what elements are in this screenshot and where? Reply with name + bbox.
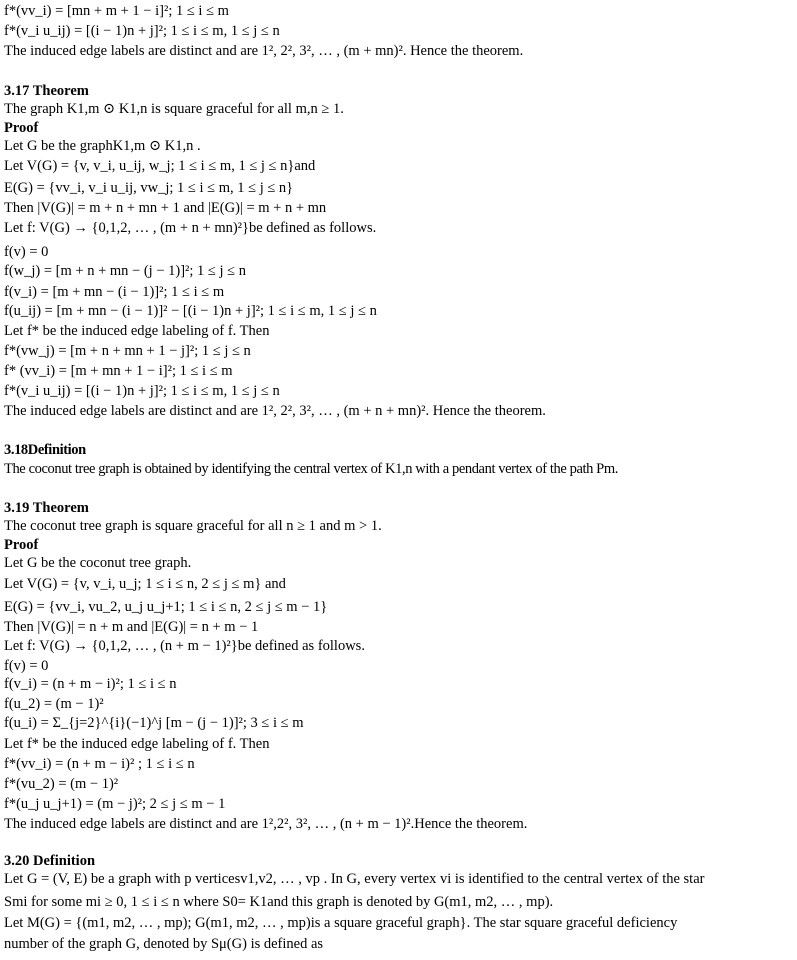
text-line: f* (vv_i) = [m + mn + 1 − i]²; 1 ≤ i ≤ m	[4, 363, 233, 379]
text-line: f*(u_j u_j+1) = (m − j)²; 2 ≤ j ≤ m − 1	[4, 796, 226, 812]
text-line: Let V(G) = {v, v_i, u_j; 1 ≤ i ≤ n, 2 ≤ j ≤ m} and	[4, 576, 286, 592]
text-line: f(v) = 0	[4, 244, 49, 260]
text-line: The induced edge labels are distinct and are 1², 2², 3², … , (m + mn)². Hence the theorem.	[4, 43, 524, 59]
text-line: Let G = (V, E) be a graph with p verticesv1,v2, … , vp . In G, every vertex vi is identified to the central vertex of the star	[4, 871, 705, 887]
text-line: E(G) = {vv_i, vu_2, u_j u_j+1; 1 ≤ i ≤ n, 2 ≤ j ≤ m − 1}	[4, 599, 328, 615]
section-heading: 3.18Definition	[4, 442, 86, 458]
text-line: Let f* be the induced edge labeling of f. Then	[4, 323, 270, 339]
text-line: Let f: V(G) → {0,1,2, … , (n + m − 1)²}be defined as follows.	[4, 638, 365, 654]
text-line: Let f* be the induced edge labeling of f. Then	[4, 736, 270, 752]
section-heading: 3.17 Theorem	[4, 83, 89, 99]
text-line: f*(v_i u_ij) = [(i − 1)n + j]²; 1 ≤ i ≤ m, 1 ≤ j ≤ n	[4, 23, 280, 39]
text-line: Let G be the graphK1,m ⊙ K1,n .	[4, 138, 201, 154]
text-line: The induced edge labels are distinct and are 1², 2², 3², … , (m + n + mn)². Hence the theorem.	[4, 403, 546, 419]
section-heading: 3.20 Definition	[4, 853, 96, 869]
text-line: number of the graph G, denoted by Sμ(G) is defined as	[4, 936, 324, 952]
text-line: Let G be the coconut tree graph.	[4, 555, 192, 571]
text-line: Let f: V(G) → {0,1,2, … , (m + n + mn)²}be defined as follows.	[4, 220, 377, 236]
text-line: Let V(G) = {v, v_i, u_ij, w_j; 1 ≤ i ≤ m, 1 ≤ j ≤ n}and	[4, 158, 316, 174]
text-line: f(w_j) = [m + n + mn − (j − 1)]²; 1 ≤ j ≤ n	[4, 263, 246, 279]
text-line: f(v_i) = [m + mn − (i − 1)]²; 1 ≤ i ≤ m	[4, 284, 225, 300]
text-line: Smi for some mi ≥ 0, 1 ≤ i ≤ n where S0= K1and this graph is denoted by G(m1, m2, … , mp).	[4, 894, 554, 910]
text-line: f*(v_i u_ij) = [(i − 1)n + j]²; 1 ≤ i ≤ m, 1 ≤ j ≤ n	[4, 383, 280, 399]
section-heading: Proof	[4, 120, 39, 136]
text-line: f*(vv_i) = (n + m − i)² ; 1 ≤ i ≤ n	[4, 756, 195, 772]
text-line: E(G) = {vv_i, v_i u_ij, vw_j; 1 ≤ i ≤ m, 1 ≤ j ≤ n}	[4, 180, 294, 196]
text-line: Let M(G) = {(m1, m2, … , mp); G(m1, m2, … , mp)is a square graceful graph}. The star square graceful deficiency	[4, 915, 678, 931]
text-line: The coconut tree graph is obtained by identifying the central vertex of K1,n with a pendant vertex of the path Pm.	[4, 461, 618, 477]
text-line: f(u_i) = Σ_{j=2}^{i}(−1)^j [m − (j − 1)]²; 3 ≤ i ≤ m	[4, 715, 304, 731]
text-line: The induced edge labels are distinct and are 1²,2², 3², … , (n + m − 1)².Hence the theorem.	[4, 816, 528, 832]
text-line: f*(vw_j) = [m + n + mn + 1 − j]²; 1 ≤ j ≤ n	[4, 343, 251, 359]
section-heading: Proof	[4, 537, 39, 553]
text-line: f*(vv_i) = [mn + m + 1 − i]²; 1 ≤ i ≤ m	[4, 3, 229, 19]
text-line: Then |V(G)| = m + n + mn + 1 and |E(G)| = m + n + mn	[4, 200, 327, 216]
text-line: f*(vu_2) = (m − 1)²	[4, 776, 119, 792]
text-line: f(v) = 0	[4, 658, 49, 674]
text-line: The graph K1,m ⊙ K1,n is square graceful for all m,n ≥ 1.	[4, 101, 344, 117]
text-line: f(v_i) = (n + m − i)²; 1 ≤ i ≤ n	[4, 676, 177, 692]
text-line: f(u_2) = (m − 1)²	[4, 696, 104, 712]
text-line: Then |V(G)| = n + m and |E(G)| = n + m − 1	[4, 619, 259, 635]
text-line: f(u_ij) = [m + mn − (i − 1)]² − [(i − 1)n + j]²; 1 ≤ i ≤ m, 1 ≤ j ≤ n	[4, 303, 377, 319]
section-heading: 3.19 Theorem	[4, 500, 89, 516]
text-line: The coconut tree graph is square graceful for all n ≥ 1 and m > 1.	[4, 518, 382, 534]
